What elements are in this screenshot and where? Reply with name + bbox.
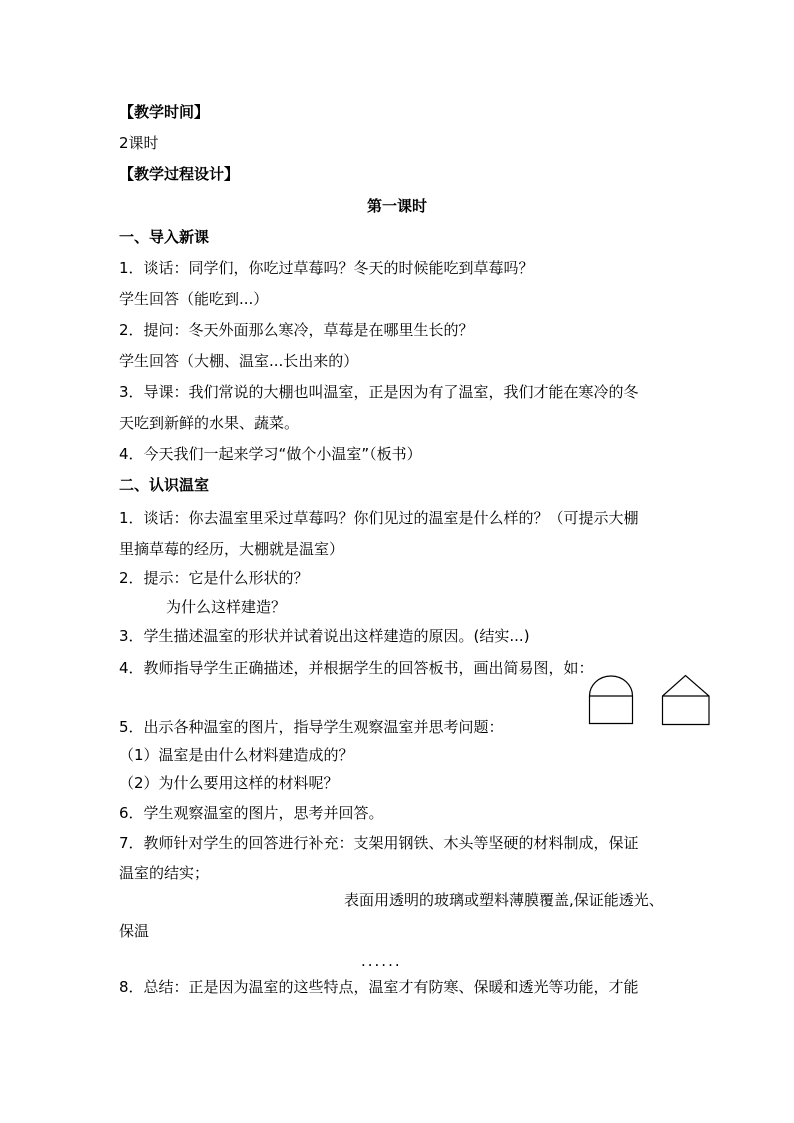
section1-line7: 4．今天我们一起来学习“做个小温室”（板书） xyxy=(119,445,422,463)
section2-line11: 7．教师针对学生的回答进行补充：支架用钢铁、木头等坚硬的材料制成，保证 xyxy=(119,834,639,852)
section2-line2: 里摘草莓的经历，大棚就是温室） xyxy=(119,540,345,558)
section2-line7: 5．出示各种温室的图片，指导学生观察温室并思考问题： xyxy=(119,718,504,736)
section1-line1: 1．谈话：同学们，你吃过草莓吗？冬天的时候能吃到草莓吗？ xyxy=(119,259,534,277)
section1-line2: 学生回答（能吃到...） xyxy=(119,290,269,308)
lesson-title: 第一课时 xyxy=(366,197,427,215)
section2-line8: （1）温室是由什么材料建造成的？ xyxy=(119,746,354,764)
section2-line16: 8．总结：正是因为温室的这些特点，温室才有防寒、保暖和透光等功能，才能 xyxy=(119,978,639,996)
teaching-time-value: 2课时 xyxy=(119,134,159,152)
process-heading: 【教学过程设计】 xyxy=(119,165,240,183)
section2-line4: 为什么这样建造？ xyxy=(166,598,287,616)
section2-line14: 保温 xyxy=(119,922,150,940)
section2-ellipsis: ...... xyxy=(361,952,402,970)
section2-line5: 3．学生描述温室的形状并试着说出这样建造的原因。(结实...) xyxy=(119,627,530,645)
section2-heading: 二、认识温室 xyxy=(119,476,210,494)
section2-line9: （2）为什么要用这样的材料呢？ xyxy=(119,774,339,792)
section1-line5: 3．导课：我们常说的大棚也叫温室，正是因为有了温室，我们才能在寒冷的冬 xyxy=(119,383,639,401)
section2-line6: 4．教师指导学生正确描述，并根据学生的回答板书，画出简易图，如： xyxy=(119,659,594,677)
section2-line13: 表面用透明的玻璃或塑料薄膜覆盖,保证能透光、 xyxy=(344,891,664,909)
section1-line4: 学生回答（大棚、温室...长出来的） xyxy=(119,352,359,370)
section1-line6: 天吃到新鲜的水果、蔬菜。 xyxy=(119,414,300,432)
section2-line3: 2．提示：它是什么形状的？ xyxy=(119,569,309,587)
teaching-time-heading: 【教学时间】 xyxy=(119,103,210,121)
section2-line10: 6．学生观察温室的图片，思考并回答。 xyxy=(119,804,384,822)
arched-greenhouse-sketch-icon xyxy=(588,675,634,725)
section1-line3: 2．提问：冬天外面那么寒冷，草莓是在哪里生长的？ xyxy=(119,321,474,339)
section2-line12: 温室的结实； xyxy=(119,864,210,882)
pitched-greenhouse-sketch-icon xyxy=(661,674,711,726)
section2-line1: 1．谈话：你去温室里采过草莓吗？你们见过的温室是什么样的？（可提示大棚 xyxy=(119,509,639,527)
section1-heading: 一、导入新课 xyxy=(119,228,210,246)
